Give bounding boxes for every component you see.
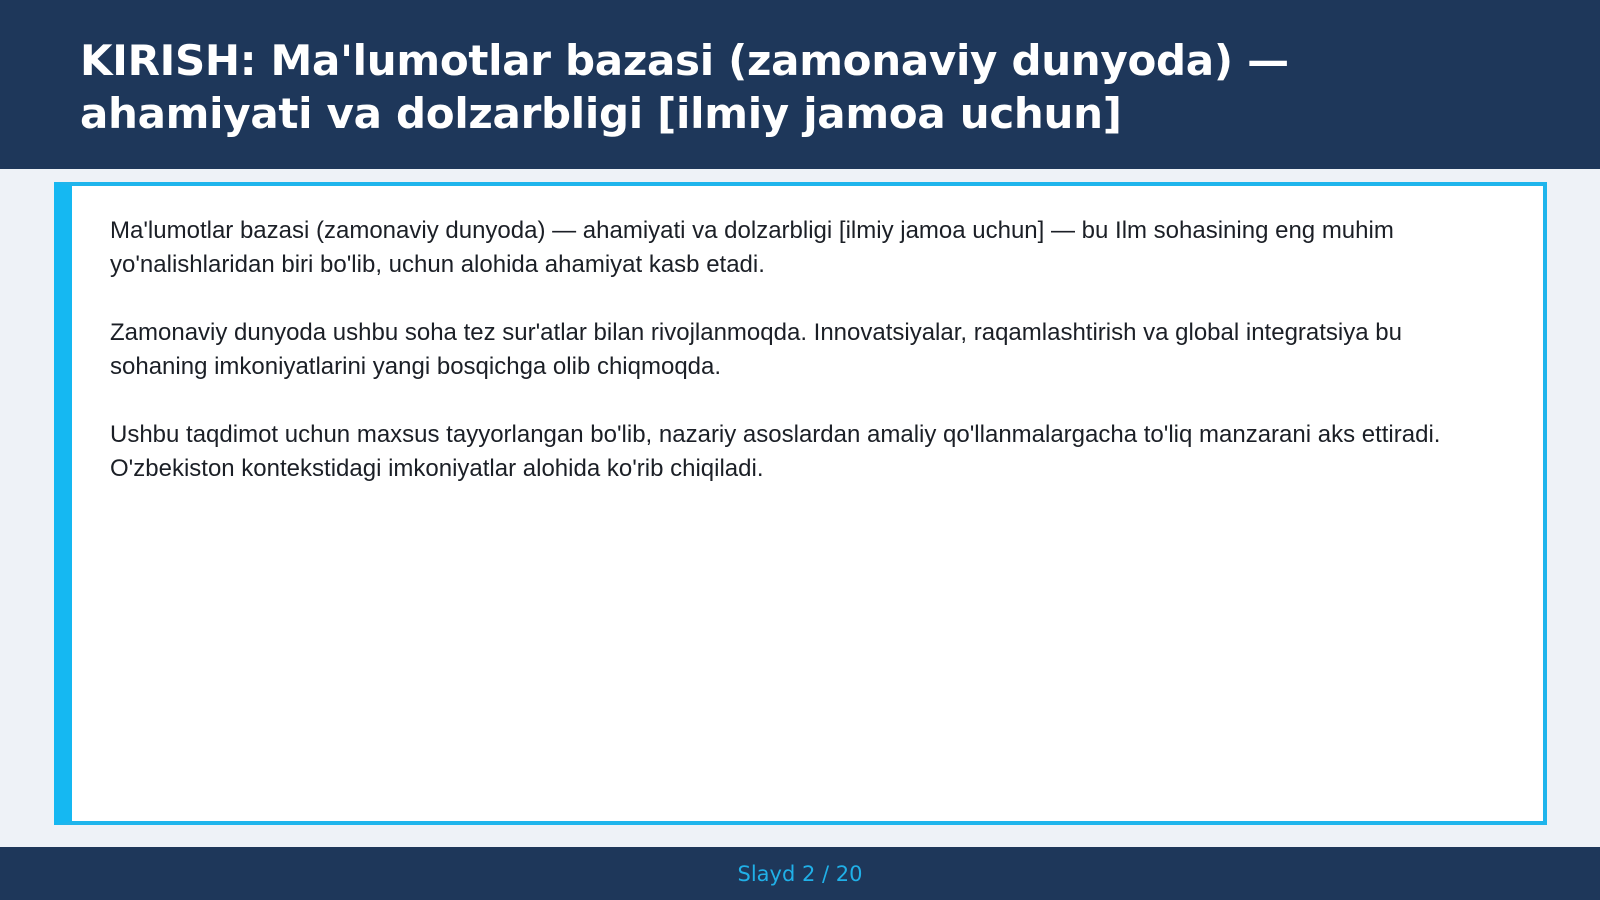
slide-counter: Slayd 2 / 20 [737,862,863,886]
slide-title: KIRISH: Ma'lumotlar bazasi (zamonaviy dunyoda) — ahamiyati va dolzarbligi [ilmiy jamoa uchun] [80,36,1289,138]
paragraph-intro: Ma'lumotlar bazasi (zamonaviy dunyoda) — ahamiyati va dolzarbligi [ilmiy jamoa uchun] — bu Ilm sohasining eng muhim yo'nalishlaridan biri bo'lib, uchun alohida ahamiyat kasb etadi. [110,217,1394,278]
slide-footer [0,847,1600,900]
slide-header [0,0,1600,169]
content-card [54,182,1547,825]
paragraph-modern-world: Zamonaviy dunyoda ushbu soha tez sur'atlar bilan rivojlanmoqda. Innovatsiyalar, raqamlashtirish va global integratsiya bu sohaning imkoniyatlarini yangi bosqichga olib chiqmoqda. [110,319,1402,380]
paragraph-presentation: Ushbu taqdimot uchun maxsus tayyorlangan bo'lib, nazariy asoslardan amaliy qo'llanmalargacha to'liq manzarani aks ettiradi. O'zbekiston kontekstidagi imkoniyatlar alohida ko'rib chiqiladi. [110,421,1441,482]
